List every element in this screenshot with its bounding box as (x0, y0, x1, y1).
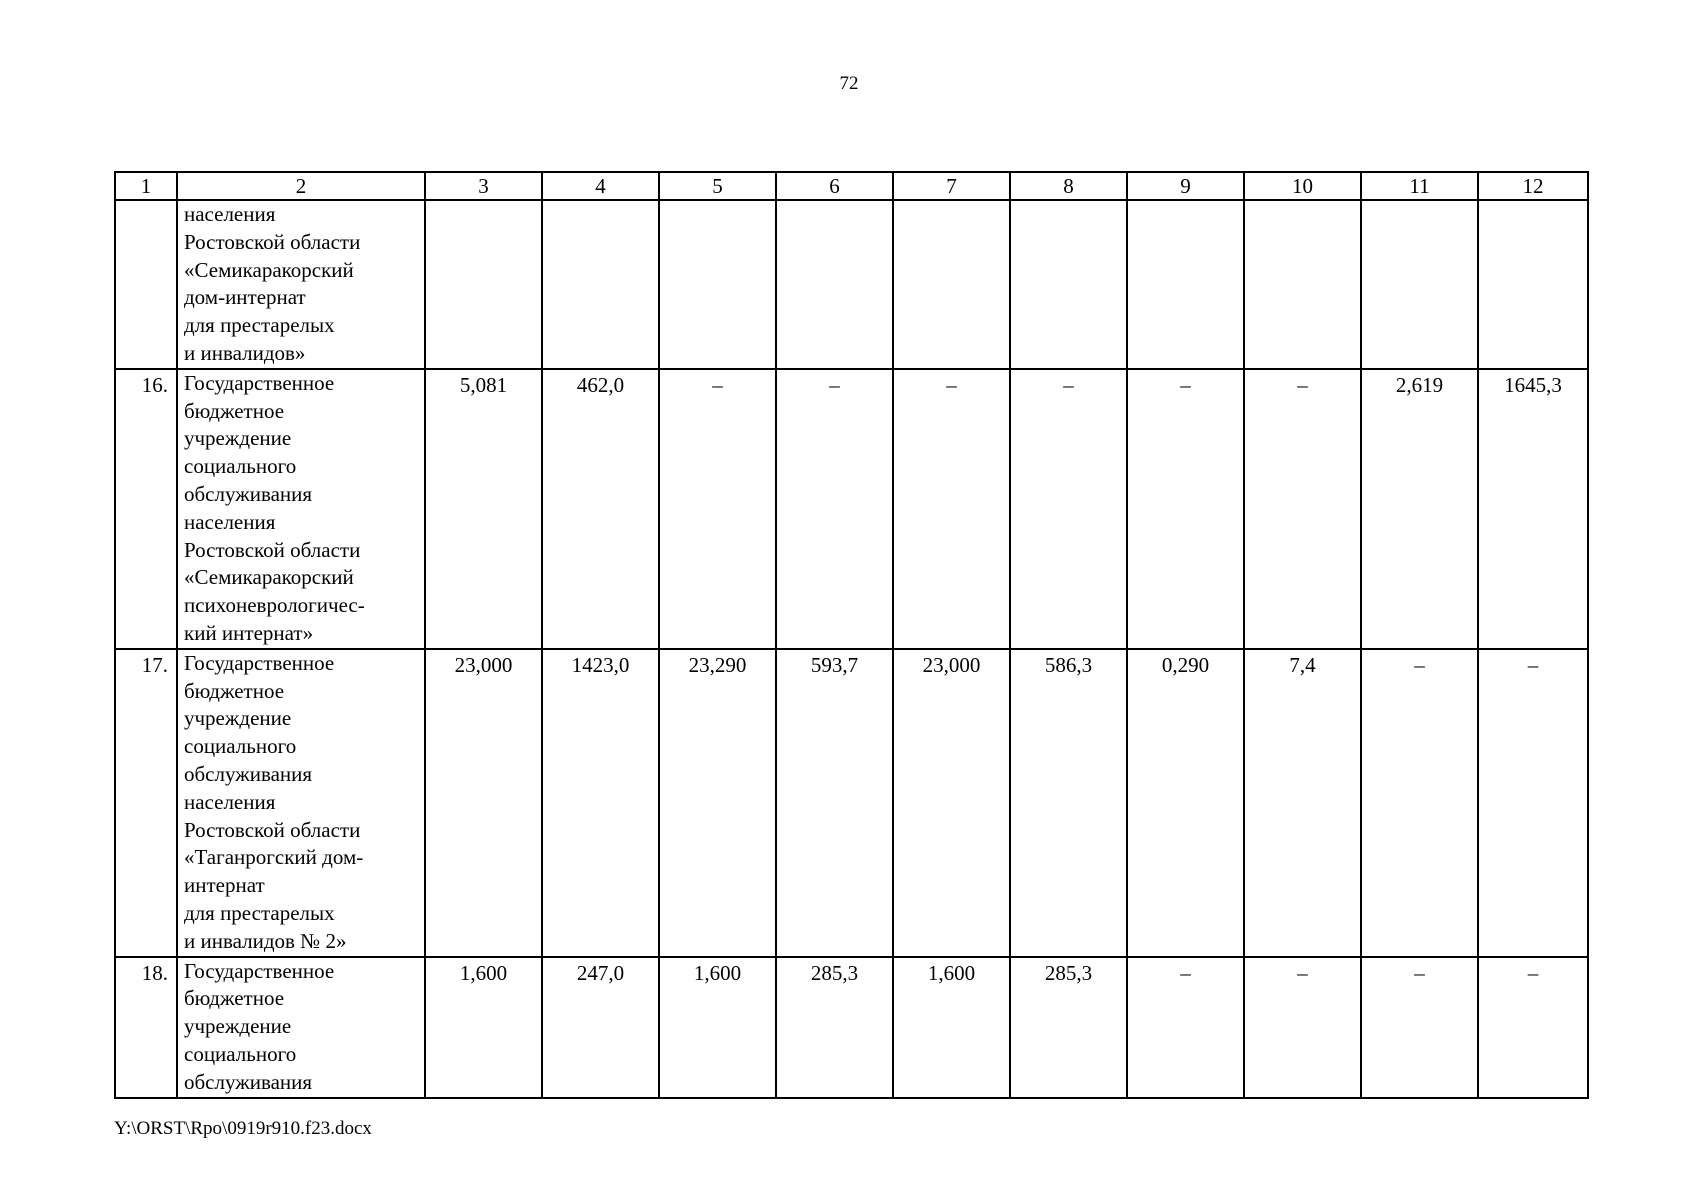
header-cell: 8 (1010, 172, 1127, 200)
value-cell: 462,0 (542, 369, 659, 649)
value-cell: – (1478, 649, 1588, 957)
row-number-cell: 18. (115, 957, 177, 1098)
value-cell (1127, 200, 1244, 369)
value-cell: – (1361, 649, 1478, 957)
value-cell (1010, 200, 1127, 369)
value-cell: 1423,0 (542, 649, 659, 957)
value-cell: 593,7 (776, 649, 893, 957)
value-cell: – (659, 369, 776, 649)
value-cell: 2,619 (1361, 369, 1478, 649)
value-cell: 5,081 (425, 369, 542, 649)
header-cell: 9 (1127, 172, 1244, 200)
header-cell: 12 (1478, 172, 1588, 200)
header-cell: 2 (177, 172, 425, 200)
value-cell: – (1244, 957, 1361, 1098)
table-row (115, 649, 1588, 957)
institution-name-cell: Государственное бюджетное учреждение социального обслуживания (177, 957, 425, 1098)
footer-file-path: Y:\ORST\Rpo\0919r910.f23.docx (114, 1118, 372, 1139)
header-cell: 11 (1361, 172, 1478, 200)
value-cell: 285,3 (776, 957, 893, 1098)
value-cell (542, 200, 659, 369)
value-cell: 7,4 (1244, 649, 1361, 957)
value-cell: 1,600 (659, 957, 776, 1098)
value-cell (1244, 200, 1361, 369)
value-cell: – (1478, 957, 1588, 1098)
value-cell: 1645,3 (1478, 369, 1588, 649)
value-cell: 23,290 (659, 649, 776, 957)
header-cell: 1 (115, 172, 177, 200)
header-cell: 6 (776, 172, 893, 200)
table-row (115, 957, 1588, 1098)
value-cell: 1,600 (893, 957, 1010, 1098)
value-cell: – (1127, 957, 1244, 1098)
header-cell: 7 (893, 172, 1010, 200)
value-cell: – (1127, 369, 1244, 649)
institution-name-cell: Государственное бюджетное учреждение социального обслуживания населения Ростовской области «Таганрогский дом- интернат для престарелых и инвалидов № 2» (177, 649, 425, 957)
row-number-cell: 16. (115, 369, 177, 649)
table-header-row (115, 172, 1588, 200)
value-cell: 0,290 (1127, 649, 1244, 957)
value-cell: – (1010, 369, 1127, 649)
data-table (114, 171, 1589, 1099)
value-cell (425, 200, 542, 369)
value-cell: 1,600 (425, 957, 542, 1098)
institution-name-cell: населения Ростовской области «Семикаракорский дом-интернат для престарелых и инвалидов» (177, 200, 425, 369)
value-cell: – (893, 369, 1010, 649)
header-cell: 3 (425, 172, 542, 200)
value-cell: 586,3 (1010, 649, 1127, 957)
value-cell: – (1244, 369, 1361, 649)
institution-name-cell: Государственное бюджетное учреждение социального обслуживания населения Ростовской области «Семикаракорский психоневрологичес- кий интернат» (177, 369, 425, 649)
value-cell (1478, 200, 1588, 369)
value-cell (776, 200, 893, 369)
table-row (115, 200, 1588, 369)
value-cell (893, 200, 1010, 369)
value-cell (1361, 200, 1478, 369)
row-number-cell (115, 200, 177, 369)
value-cell: 285,3 (1010, 957, 1127, 1098)
value-cell: 23,000 (425, 649, 542, 957)
page-number: 72 (839, 73, 859, 94)
table-row (115, 369, 1588, 649)
value-cell: 23,000 (893, 649, 1010, 957)
value-cell (659, 200, 776, 369)
header-cell: 4 (542, 172, 659, 200)
row-number-cell: 17. (115, 649, 177, 957)
value-cell: – (776, 369, 893, 649)
header-cell: 5 (659, 172, 776, 200)
value-cell: 247,0 (542, 957, 659, 1098)
value-cell: – (1361, 957, 1478, 1098)
header-cell: 10 (1244, 172, 1361, 200)
